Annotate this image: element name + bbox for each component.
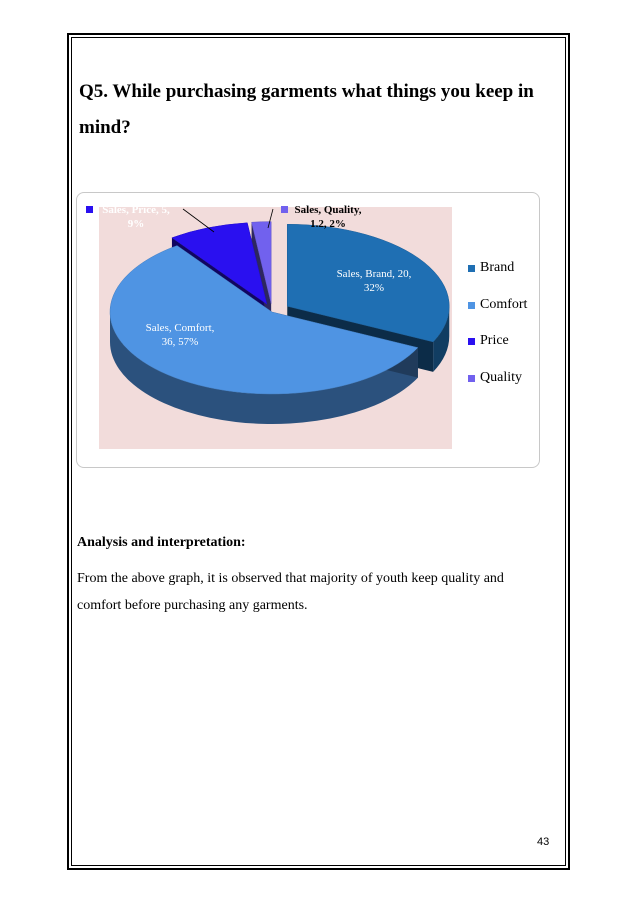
- legend-label-brand: Brand: [480, 260, 515, 275]
- legend-swatch-quality: [468, 375, 475, 382]
- analysis-text: From the above graph, it is observed that majority of youth keep quality and comfort before purchasing any garments.: [77, 571, 504, 613]
- legend-swatch-comfort: [468, 302, 475, 309]
- price-leader-line: [183, 209, 214, 232]
- comfort-data-label-line2: 36, 57%: [161, 336, 199, 348]
- quality-data-label: [288, 203, 368, 231]
- brand-data-label-line2: 32%: [363, 282, 385, 294]
- analysis-heading: Analysis and interpretation:: [77, 535, 246, 550]
- price-data-label-line2: 9%: [127, 218, 145, 230]
- quality-data-label-line1: Sales, Quality,: [294, 204, 362, 216]
- price-data-label-line1: Sales, Price, 5,: [102, 204, 170, 216]
- page-number: 43: [537, 836, 550, 848]
- legend-swatch-brand: [468, 265, 475, 272]
- price-data-label: [96, 203, 176, 231]
- price-label-marker: [86, 206, 93, 213]
- quality-label-marker: [281, 206, 288, 213]
- comfort-data-label: [132, 321, 228, 349]
- brand-data-label-line1: Sales, Brand, 20,: [336, 268, 412, 280]
- brand-data-label: [326, 267, 422, 295]
- legend-label-price: Price: [480, 333, 509, 348]
- question-heading: Q5. While purchasing garments what things you keep in mind?: [79, 81, 534, 138]
- quality-data-label-line2: 1.2, 2%: [310, 218, 346, 230]
- legend-label-comfort: Comfort: [480, 296, 528, 312]
- comfort-data-label-line1: Sales, Comfort,: [145, 322, 215, 334]
- legend-swatch-price: [468, 338, 475, 345]
- legend-label-quality: Quality: [480, 369, 522, 385]
